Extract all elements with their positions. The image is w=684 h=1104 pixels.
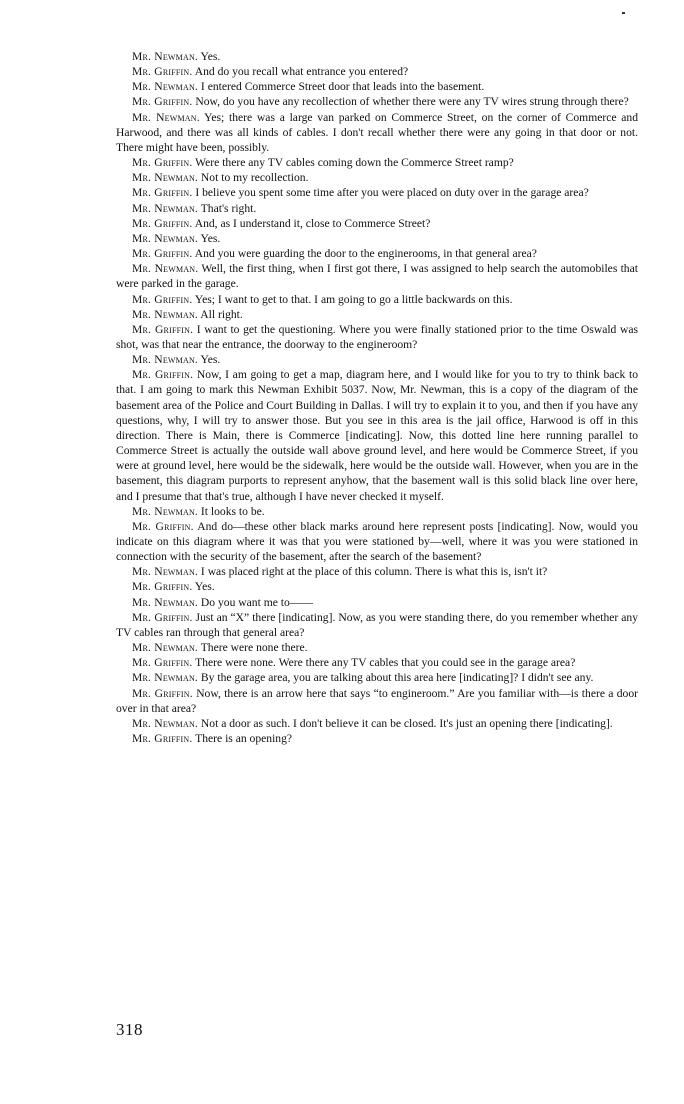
speech-text: Yes. (198, 353, 221, 367)
testimony-paragraph (116, 670, 638, 685)
page-number: 318 (116, 1020, 143, 1039)
testimony-paragraph (116, 655, 638, 670)
speech-text: And you were guarding the door to the enginerooms, in that general area? (192, 247, 537, 261)
testimony-paragraph (116, 170, 638, 185)
speech-text: Yes. (198, 231, 221, 245)
speech-text: I was placed right at the place of this column. There is what this is, isn't it? (198, 565, 548, 579)
speech-text: There is an opening? (192, 732, 293, 746)
speaker-label: Mr. Griffin. (132, 580, 193, 594)
testimony-paragraph (116, 110, 638, 155)
speech-text: I entered Commerce Street door that leads into the basement. (198, 80, 485, 94)
speaker-label: Mr. Newman. (132, 50, 199, 63)
testimony-paragraph (116, 79, 638, 94)
testimony-paragraph (116, 716, 638, 731)
speaker-label: Mr. Griffin. (132, 519, 194, 533)
speaker-label: Mr. Griffin. (132, 247, 193, 261)
testimony-paragraph (116, 519, 638, 564)
testimony-paragraph (116, 231, 638, 246)
speech-text: And do you recall what entrance you entered? (192, 65, 409, 79)
speech-text: Now, do you have any recollection of whether there were any TV wires strung through there? (192, 95, 629, 109)
speaker-label: Mr. Newman. (132, 641, 199, 655)
testimony-paragraph (116, 64, 638, 79)
speech-text: I believe you spent some time after you were placed on duty over in the garage area? (192, 186, 589, 200)
testimony-paragraph (116, 94, 638, 109)
speech-text: I want to get the questioning. Where you were finally stationed prior to the time Oswald was shot, was that near the entrance, the doorway to the engineroom? (116, 322, 639, 351)
speech-text: That's right. (198, 201, 257, 215)
testimony-paragraph (116, 352, 638, 367)
speech-text: There were none. Were there any TV cables that you could see in the garage area? (192, 656, 576, 670)
speech-text: Just an “X” there [indicating]. Now, as you were standing there, do you remember whether any TV cables ran through that general area? (116, 610, 639, 639)
testimony-paragraph (116, 246, 638, 261)
testimony-paragraph (116, 155, 638, 170)
speech-text: Do you want me to—— (198, 595, 313, 609)
testimony-paragraph (116, 49, 638, 64)
speaker-label: Mr. Newman. (132, 201, 199, 215)
speaker-label: Mr. Griffin. (132, 732, 193, 746)
testimony-paragraph (116, 579, 638, 594)
testimony-paragraph (116, 731, 638, 746)
speaker-label: Mr. Newman. (132, 565, 199, 579)
speaker-label: Mr. Newman. (132, 716, 199, 730)
testimony-paragraph (116, 564, 638, 579)
speaker-label: Mr. Newman. (132, 504, 199, 518)
speaker-label: Mr. Newman. (132, 171, 199, 185)
speech-text: Yes; I want to get to that. I am going to go a little backwards on this. (192, 292, 513, 306)
testimony-paragraph (116, 261, 638, 291)
speaker-label: Mr. Newman. (132, 595, 199, 609)
speaker-label: Mr. Griffin. (132, 65, 193, 79)
testimony-paragraph (116, 307, 638, 322)
testimony-paragraph (116, 185, 638, 200)
speaker-label: Mr. Newman. (132, 262, 199, 276)
speaker-label: Mr. Griffin. (132, 686, 193, 700)
speaker-label: Mr. Newman. (132, 307, 199, 321)
testimony-paragraph (116, 367, 638, 503)
testimony-paragraph (116, 504, 638, 519)
speech-text: By the garage area, you are talking about this area here [indicating]? I didn't see any. (198, 671, 594, 685)
testimony-paragraph (116, 610, 638, 640)
testimony-paragraph (116, 201, 638, 216)
speaker-label: Mr. Griffin. (132, 156, 193, 170)
speech-text: There were none there. (198, 641, 308, 655)
speaker-label: Mr. Newman. (132, 110, 200, 124)
speech-text: Yes. (192, 580, 215, 594)
speaker-label: Mr. Griffin. (132, 186, 193, 200)
corner-mark (622, 12, 625, 14)
speaker-label: Mr. Griffin. (132, 292, 193, 306)
speaker-label: Mr. Griffin. (132, 610, 193, 624)
speech-text: Now, I am going to get a map, diagram here, and I would like for you to try to think back to that. I am going to mark this Newman Exhibit 5037. Now, Mr. Newman, this is a copy of the diagram of the basement area of the Police and Court Building in Dallas. I will try to explain it to you, and then if you have any questions, why, I will try to answer those. But you see in this area is the jail office, Harwood is off in this direction. There is Main, there is Commerce [indicating]. Now, this dotted line here running parallel to Commerce Street is actually the outside wall above ground level, and here would be Commerce Street, if you were at ground level, here would be the sidewalk, here would be the outside wall. However, when you are in the basement, this diagram purports to represent anyhow, that the basement wall is this solid black line over here, and I presume that that's true, although I have never checked it myself. (116, 368, 639, 503)
testimony-paragraph (116, 640, 638, 655)
speech-text: All right. (198, 307, 243, 321)
speech-text: Yes. (198, 50, 221, 63)
speaker-label: Mr. Newman. (132, 231, 199, 245)
speaker-label: Mr. Newman. (132, 353, 199, 367)
testimony-paragraph (116, 595, 638, 610)
speech-text: Not a door as such. I don't believe it can be closed. It's just an opening there [indicating]. (198, 716, 613, 730)
speaker-label: Mr. Griffin. (132, 656, 193, 670)
testimony-text (116, 49, 638, 746)
speaker-label: Mr. Griffin. (132, 95, 193, 109)
speaker-label: Mr. Newman. (132, 671, 199, 685)
speech-text: Well, the first thing, when I first got there, I was assigned to help search the automobiles that were parked in the garage. (116, 262, 638, 291)
speaker-label: Mr. Griffin. (132, 368, 194, 382)
speech-text: Were there any TV cables coming down the Commerce Street ramp? (192, 156, 514, 170)
speech-text: It looks to be. (198, 504, 265, 518)
speaker-label: Mr. Newman. (132, 80, 199, 94)
testimony-paragraph (116, 686, 638, 716)
speech-text: And do—these other black marks around here represent posts [indicating]. Now, would you indicate on this diagram where it was that you were stationed by—well, where it was you were stationed in connection with the security of the basement, after the search of the basement? (116, 519, 639, 564)
speaker-label: Mr. Griffin. (132, 322, 194, 336)
speech-text: Now, there is an arrow here that says “to engineroom.” Are you familiar with—is there a door over in that area? (116, 686, 639, 715)
speech-text: And, as I understand it, close to Commerce Street? (192, 216, 431, 230)
testimony-paragraph (116, 292, 638, 307)
speech-text: Not to my recollection. (198, 171, 309, 185)
speech-text: Yes; there was a large van parked on Commerce Street, on the corner of Commerce and Harwood, and there was all kinds of cables. I don't recall whether there were any going in that door or not. There might have been, possibly. (116, 110, 638, 154)
speaker-label: Mr. Griffin. (132, 216, 193, 230)
testimony-paragraph (116, 322, 638, 352)
testimony-paragraph (116, 216, 638, 231)
